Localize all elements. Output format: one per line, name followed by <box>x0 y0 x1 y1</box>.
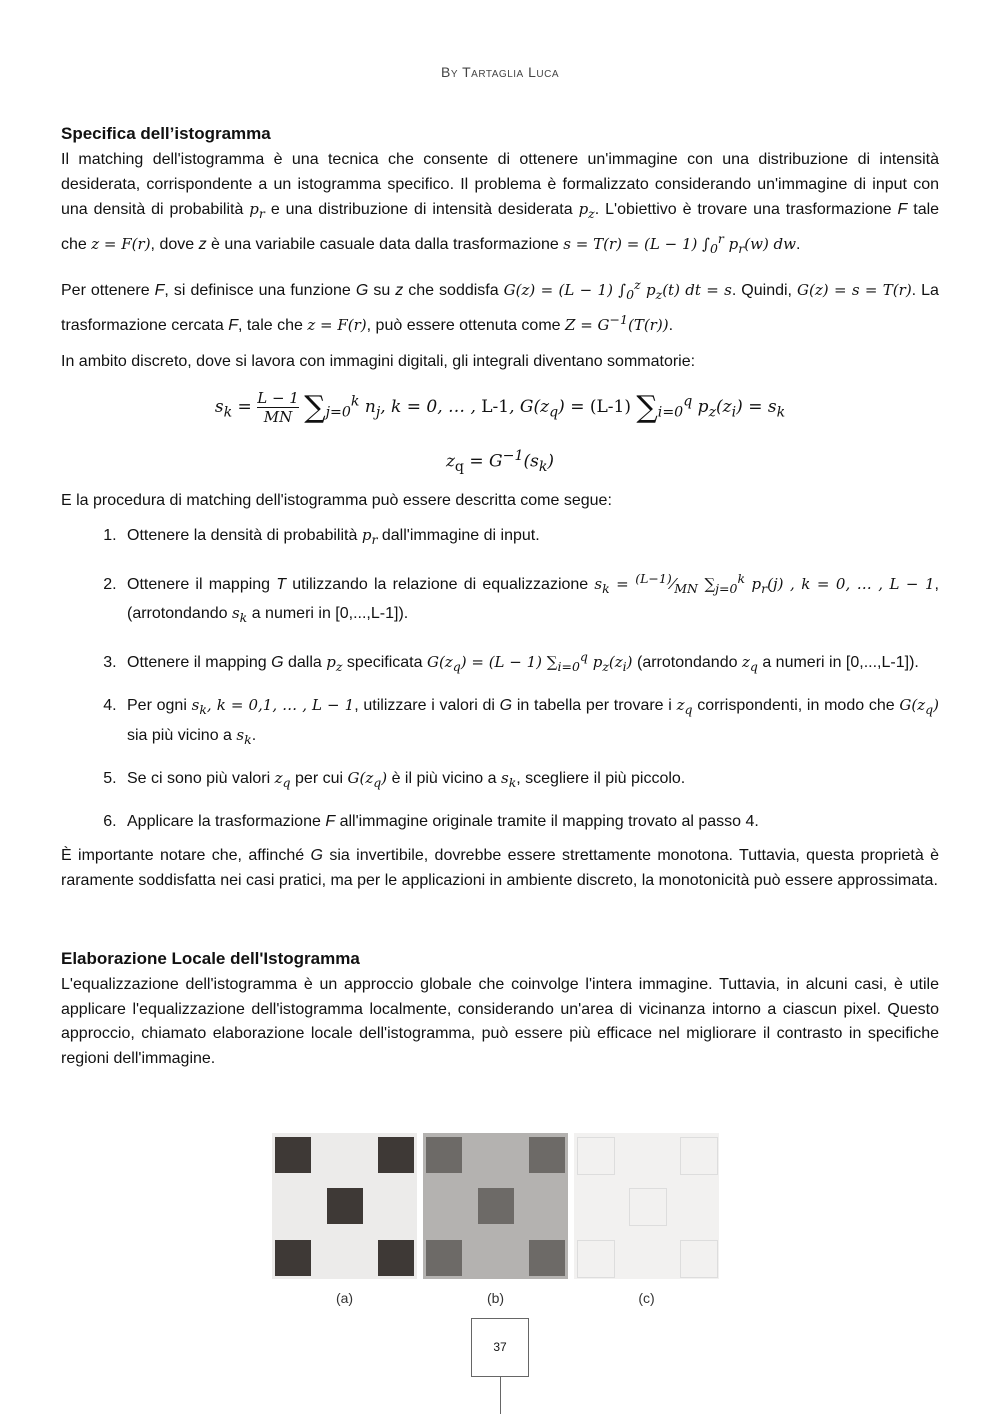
page-number-line <box>500 1376 501 1414</box>
figure-images <box>272 1133 721 1279</box>
procedure-list <box>61 523 939 834</box>
paragraph-g-function: Per ottenere F, si definisce una funzione G su z che soddisfa G(z) = (L − 1) $\int_0^z$ $p_z(t)$ dt = s. Quindi, G(z) = s = T(r). La trasformazione cercata F, tale che z = F(r), può essere ottenuta come $Z = G^{-1}(T(r))$. <box>61 277 939 334</box>
paragraph-monotonic: È importante notare che, affinché G sia invertibile, dovrebbe essere strettamente monotona. Tuttavia, questa proprietà è raramente soddisfatta nei casi pratici, ma per le applicazioni in ambiente discreto, la monotonicità può essere approssimata. <box>61 847 939 889</box>
list-item: 5. Se ci sono più valori $z_q$ per cui $G(z_q)$ è il più vicino a $s_k$, scegliere il più piccolo. <box>121 766 939 796</box>
page-header: By Tartaglia Luca <box>440 64 560 80</box>
list-item: 2. Ottenere il mapping T utilizzando la relazione di equalizzazione $s_k$ = $^{(L-1)}⁄_{MN}$ $\sum_{j=0}^k$ $p_r(j)$ , k = 0, … , L − 1, (arrotondando $s_k$ a numeri in [0,...,L-1]). <box>121 567 939 631</box>
figure-caption: (c) <box>638 1290 655 1306</box>
figure-panel-c <box>574 1133 719 1279</box>
figure-caption: (b) <box>486 1290 505 1306</box>
paragraph-procedure: E la procedura di matching dell'istogramma può essere descritta come segue: <box>61 491 612 509</box>
paragraph-discrete: In ambito discreto, dove si lavora con immagini digitali, gli integrali diventano sommatorie: <box>61 353 696 370</box>
list-item: 1. Ottenere la densità di probabilità $p_r$ dall'immagine di input. <box>121 523 939 553</box>
list-item: 3. Ottenere il mapping G dalla $p_z$ specificata $G(z_q) = (L - 1)$ $\sum_{i=0}^q$ $p_z(z_i)$ (arrotondando $z_q$ a numeri in [0,...,L-1]). <box>121 645 939 680</box>
section-title-locale: Elaborazione Locale dell'Istogramma <box>61 949 360 969</box>
figure-caption: (a) <box>335 1290 354 1306</box>
equation-sum: $s_k$ = $\frac{L - 1}{MN}$ $\sum_{j=0}^k$ $n_j$, k = 0, … , L-1, $G(z_q) = (L-1)$ $\sum_{i=0}^q$ $p_z(z_i) = s_k$ <box>214 388 786 426</box>
section-title-specifica: Specifica dell’istogramma <box>61 124 271 143</box>
figure-panel-a <box>272 1133 417 1279</box>
equation-inverse: $z_q = G^{-1}(s_k)$ <box>445 447 555 475</box>
list-item: 6. Applicare la trasformazione F all'immagine originale tramite il mapping trovato al passo 4. <box>121 810 939 835</box>
list-item: 4. Per ogni $s_k$, k = 0,1, … , L − 1, utilizzare i valori di G in tabella per trovare i $z_q$ corrispondenti, in modo che $G(z_q)$ sia più vicino a $s_k$. <box>121 693 939 752</box>
page-number: 37 <box>471 1318 529 1377</box>
paragraph-intro: Il matching dell'istogramma è una tecnica che consente di ottenere un'immagine con una distribuzione di intensità desiderata, corrispondente a un istogramma specifico. Il problema è formalizzato considerando un'immagine di input con una densità di probabilità $p_r$ e una distribuzione di intensità desiderata $p_z$. L'obiettivo è trovare una trasformazione F tale che z = F(r), dove z è una variabile casuale data dalla trasformazione s = T(r) = (L − 1) $\int_0^r$ $p_r(w)$ dw. <box>61 151 940 256</box>
paragraph-local: L'equalizzazione dell'istogramma è un approccio globale che coinvolge l'intera immagine. Tuttavia, in alcuni casi, è utile applicare l'equalizzazione dell'istogramma localmente, considerando un'area di vicinanza intorno a ciascun pixel. Questo approccio, chiamato elaborazione locale dell'istogramma, può essere più efficace nel migliorare il contrasto in specifiche regioni dell'immagine. <box>61 976 939 1067</box>
figure-panel-b <box>423 1133 568 1279</box>
page-content <box>61 124 939 1071</box>
